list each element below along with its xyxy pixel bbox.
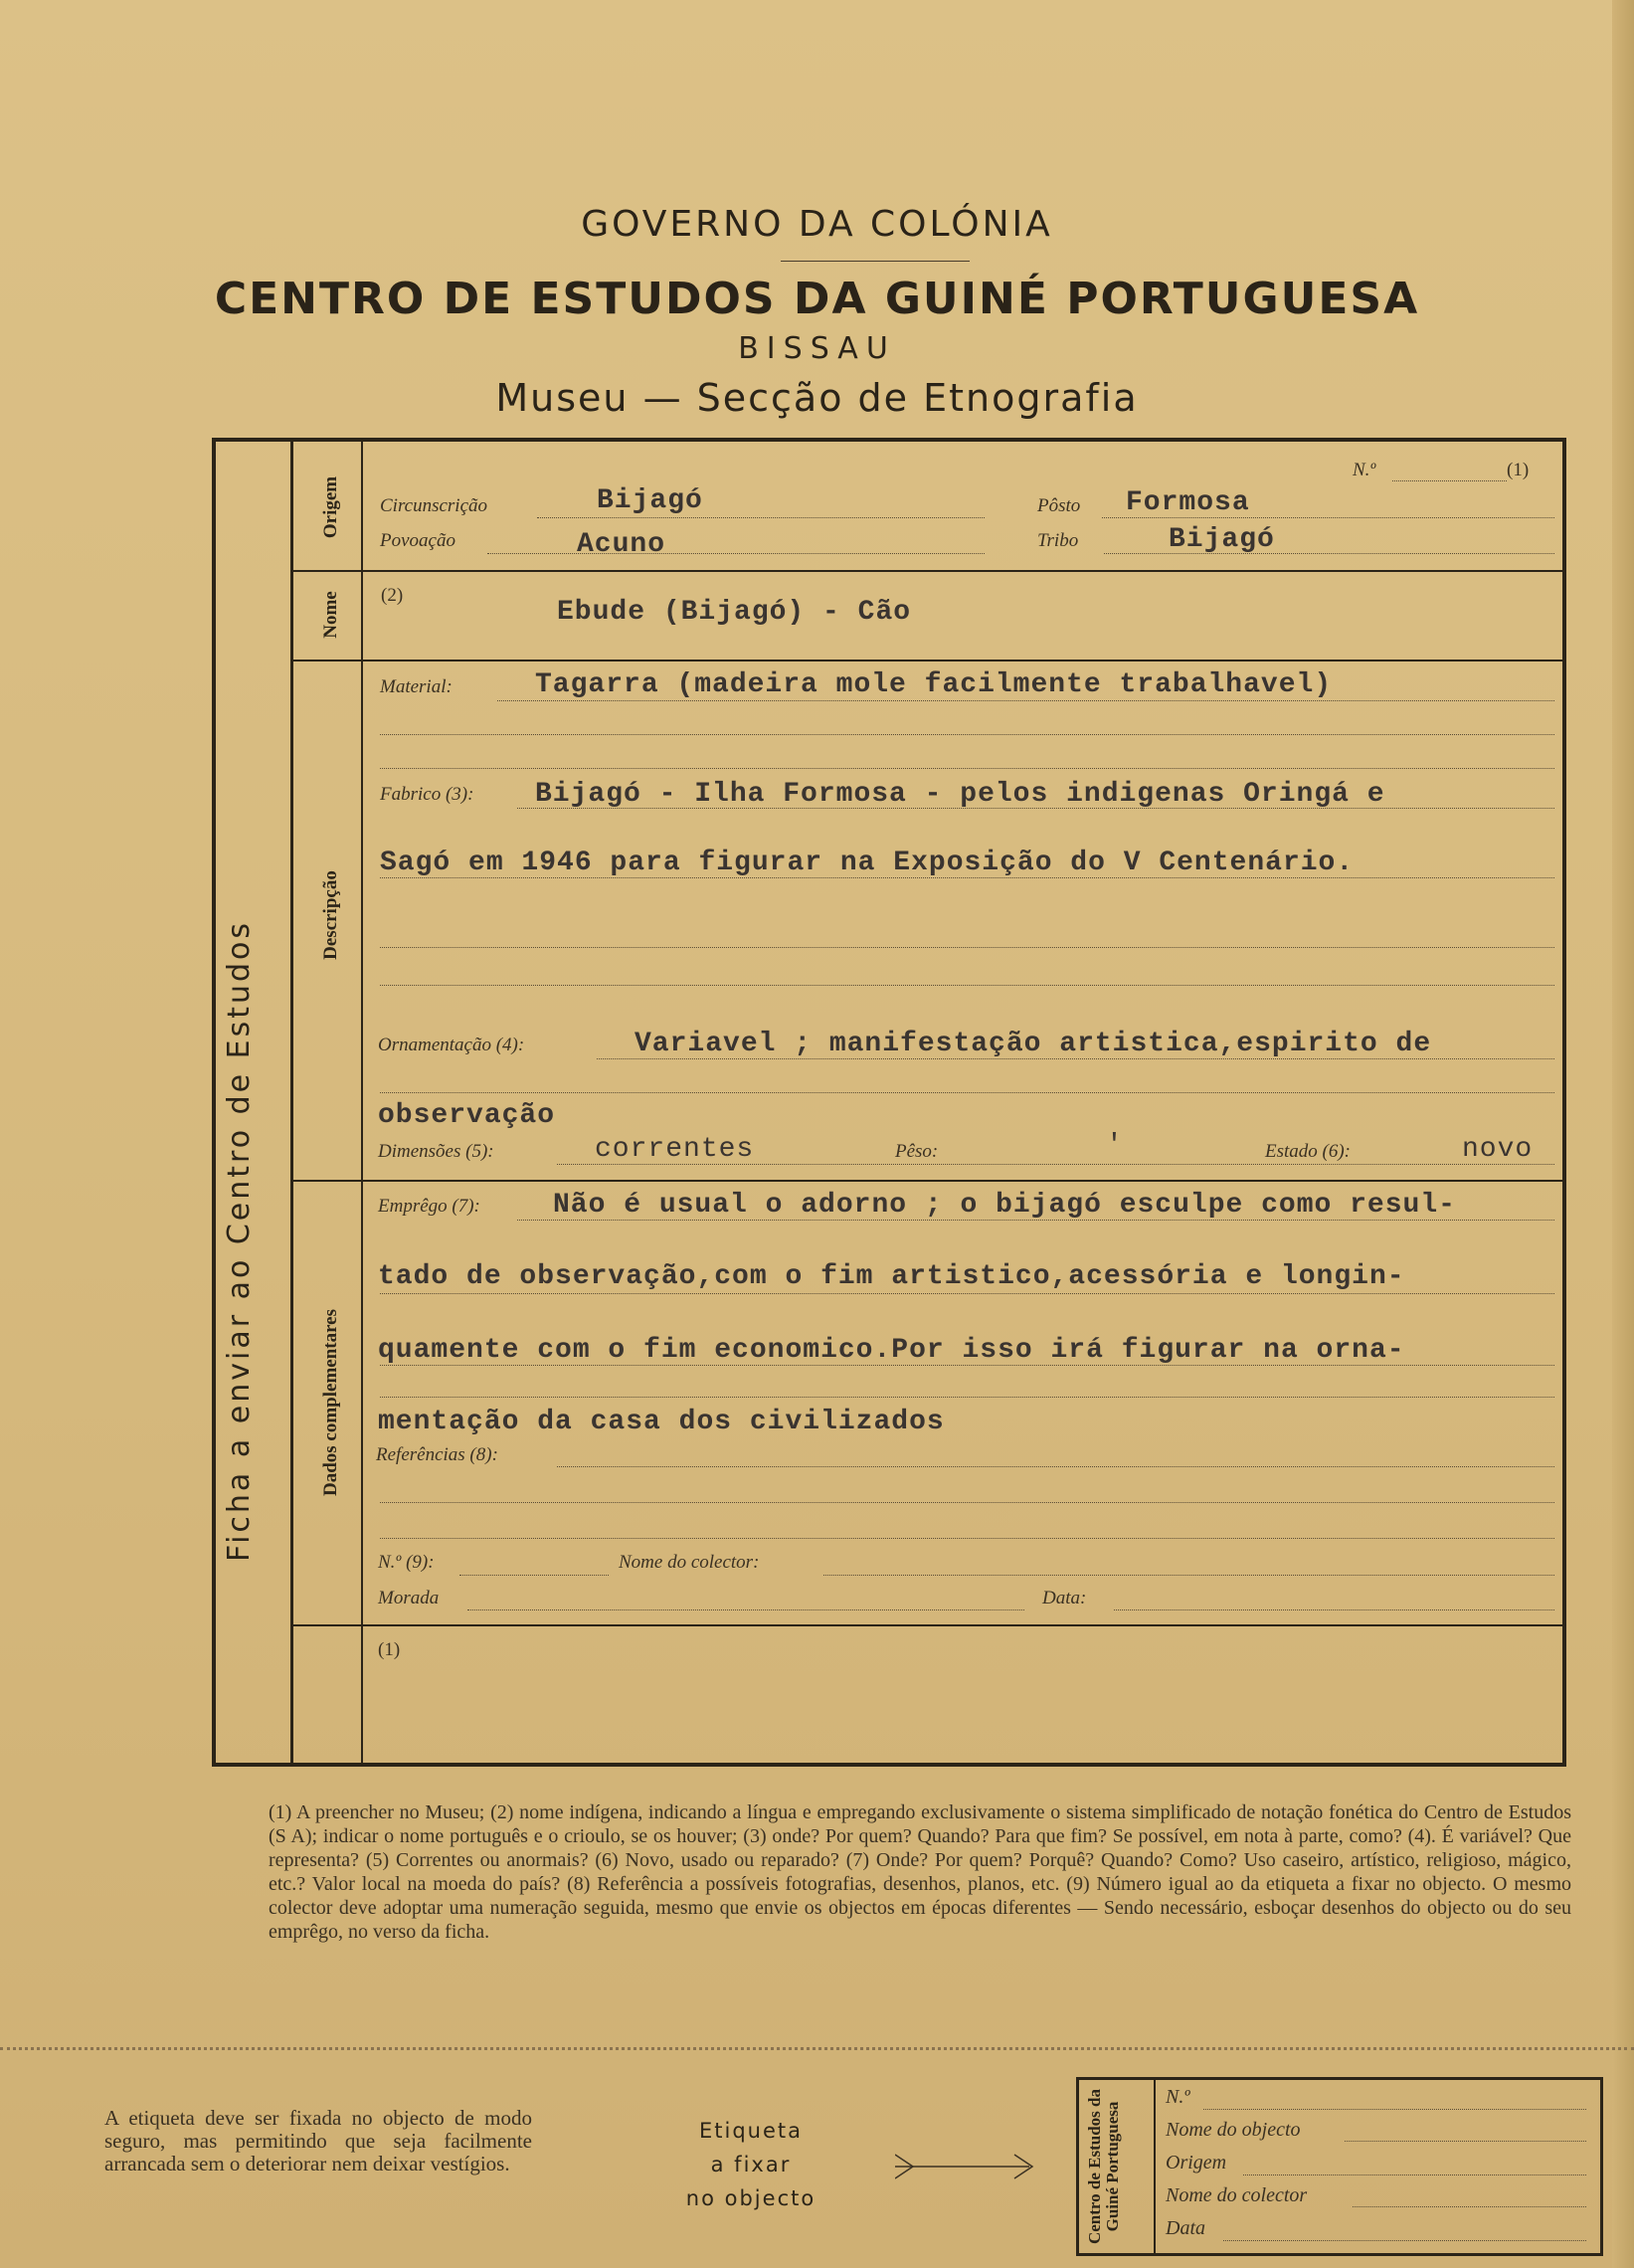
footnotes: (1) A preencher no Museu; (2) nome indígena, indicando a língua e empregando exclusivamente o sistema simplificado de notação fonética do Centro de Estudos (S A); indicar o nome português e o crioulo, se os houver; (3) onde? Por quem? Quando? Para que fim? Se possível, em nota à parte, como? (4). É variável? Que representa? (5) Correntes ou anormais? (6) Novo, usado ou reparado? (7) Onde? Por quem? Porquê? Quando? Como? Uso caseiro, artístico, religioso, mágico, etc.? Valor local na moeda do país? (8) Referência a possíveis fotografias, desenhos, planos, etc. (9) Número igual ao da etiqueta a fixar no objecto. O mesmo colector deve adoptar uma numeração seguida, mesmo que envie os objectos em épocas diferentes — Sendo necessário, esboçar desenhos do objecto ou do seu emprêgo, no verso da ficha.: [269, 1801, 1571, 1943]
morada-dots: [467, 1609, 1024, 1610]
material-label: Material:: [380, 676, 453, 697]
etiqueta-line1: Etiqueta: [699, 2119, 803, 2143]
nome-note: (2): [381, 585, 404, 606]
separator-descripcao: [293, 1180, 1562, 1182]
emprego-line4: mentação da casa dos civilizados: [378, 1407, 945, 1437]
estado-value: novo: [1462, 1134, 1534, 1165]
ornamentacao-line2: observação: [378, 1100, 556, 1131]
circunscricao-value: Bijagó: [597, 485, 703, 516]
government-heading: GOVERNO DA COLÓNIA: [581, 204, 1053, 245]
museum-note: (1): [378, 1639, 401, 1660]
posto-label: Pôsto: [1037, 495, 1081, 516]
circunscricao-dots: [537, 517, 985, 518]
fabrico-label: Fabrico (3):: [380, 784, 474, 805]
ornamentacao-line1: Variavel ; manifestação artistica,espirito de: [635, 1029, 1432, 1059]
section-label-nome: Nome: [320, 591, 341, 639]
emprego-line3: quamente com o fim economico.Por isso irá figurar na orna-: [378, 1335, 1405, 1366]
material-value: Tagarra (madeira mole facilmente trabalhavel): [535, 669, 1333, 700]
dimensoes-value: correntes: [595, 1134, 755, 1165]
tribo-value: Bijagó: [1169, 524, 1275, 555]
number-dots: [1392, 480, 1507, 481]
material-dots-3: [380, 768, 1554, 769]
tag-divider: [1154, 2079, 1156, 2254]
card-divider-section: [361, 442, 363, 1763]
separator-dados: [293, 1624, 1562, 1626]
label-instructions: A etiqueta deve ser fixada no objecto de modo seguro, mas permitindo que seja facilmente arrancada sem o deteriorar nem deixar vestígios.: [104, 2106, 532, 2175]
povoacao-dots: [487, 553, 985, 554]
colector-label: Nome do colector:: [619, 1552, 760, 1573]
tag-nome-dots: [1345, 2141, 1586, 2142]
number-label: N.º: [1353, 460, 1376, 480]
number-note: (1): [1507, 460, 1530, 480]
card-divider-title: [290, 442, 293, 1763]
tag-numero: N.º: [1166, 2086, 1190, 2108]
referencias-dots-2: [380, 1502, 1554, 1503]
referencias-dots-3: [380, 1538, 1554, 1539]
tag-colector: Nome do colector: [1166, 2184, 1308, 2206]
ornamentacao-label: Ornamentação (4):: [378, 1035, 525, 1055]
peso-label: Pêso:: [895, 1141, 939, 1162]
numero-colector-dots: [459, 1575, 609, 1576]
ornamentacao-dots-2: [380, 1092, 1554, 1093]
emprego-line2: tado de observação,com o fim artistico,acessória e longin-: [378, 1261, 1405, 1292]
centre-heading: CENTRO DE ESTUDOS DA GUINÉ PORTUGUESA: [214, 274, 1420, 324]
colector-dots: [823, 1575, 1554, 1576]
tag-origem-dots: [1243, 2174, 1586, 2175]
etiqueta-line3: no objecto: [685, 2186, 817, 2210]
separator-origem: [293, 570, 1562, 572]
arrow-icon: [895, 2147, 1044, 2186]
city-heading: BISSAU: [738, 331, 896, 366]
tag-nome-objecto: Nome do objecto: [1166, 2119, 1301, 2141]
separator-nome: [293, 660, 1562, 662]
peso-value: ': [1106, 1130, 1124, 1161]
tag-side-title: Centro de Estudos da Guiné Portuguesa: [1085, 2088, 1122, 2245]
povoacao-label: Povoação: [380, 530, 455, 551]
povoacao-value: Acuno: [577, 529, 666, 560]
tribo-label: Tribo: [1037, 530, 1079, 551]
etiqueta-caption: [636, 2114, 865, 2215]
section-label-dados: Dados complementares: [320, 1308, 341, 1497]
referencias-dots: [557, 1466, 1554, 1467]
fabrico-dots-4: [380, 985, 1554, 986]
heading-rule: [781, 261, 970, 262]
emprego-line1: Não é usual o adorno ; o bijagó esculpe como resul-: [553, 1190, 1456, 1221]
fabrico-line1: Bijagó - Ilha Formosa - pelos indigenas Oringá e: [535, 779, 1385, 810]
fabrico-dots-3: [380, 947, 1554, 948]
posto-value: Formosa: [1126, 487, 1250, 518]
section-label-descripcao: Descripção: [320, 870, 341, 960]
data-dots: [1114, 1609, 1554, 1610]
tag-origem: Origem: [1166, 2152, 1227, 2174]
referencias-label: Referências (8):: [376, 1444, 498, 1465]
tag-data-dots: [1223, 2240, 1586, 2241]
nome-value: Ebude (Bijagó) - Cão: [557, 597, 912, 628]
circunscricao-label: Circunscrição: [380, 495, 488, 516]
emprego-dots-4: [380, 1397, 1554, 1398]
numero-colector-label: N.º (9):: [378, 1552, 435, 1573]
etiqueta-line2: a fixar: [710, 2153, 792, 2176]
estado-label: Estado (6):: [1265, 1141, 1352, 1162]
emprego-dots-2: [380, 1293, 1554, 1294]
fabrico-line2: Sagó em 1946 para figurar na Exposição do V Centenário.: [380, 848, 1355, 878]
tag-data: Data: [1166, 2217, 1205, 2239]
tag-numero-dots: [1203, 2109, 1586, 2110]
morada-label: Morada: [378, 1588, 440, 1608]
section-label-origem: Origem: [320, 475, 341, 539]
material-dots: [497, 700, 1554, 701]
dimensoes-label: Dimensões (5):: [378, 1141, 494, 1162]
section-heading: Museu — Secção de Etnografia: [495, 376, 1139, 420]
perforation-line: [0, 2047, 1634, 2050]
material-dots-2: [380, 734, 1554, 735]
tag-colector-dots: [1353, 2206, 1586, 2207]
emprego-label: Emprêgo (7):: [378, 1196, 480, 1217]
data-label: Data:: [1042, 1588, 1087, 1608]
card-side-title: Ficha a enviar ao Centro de Estudos: [222, 919, 257, 1562]
